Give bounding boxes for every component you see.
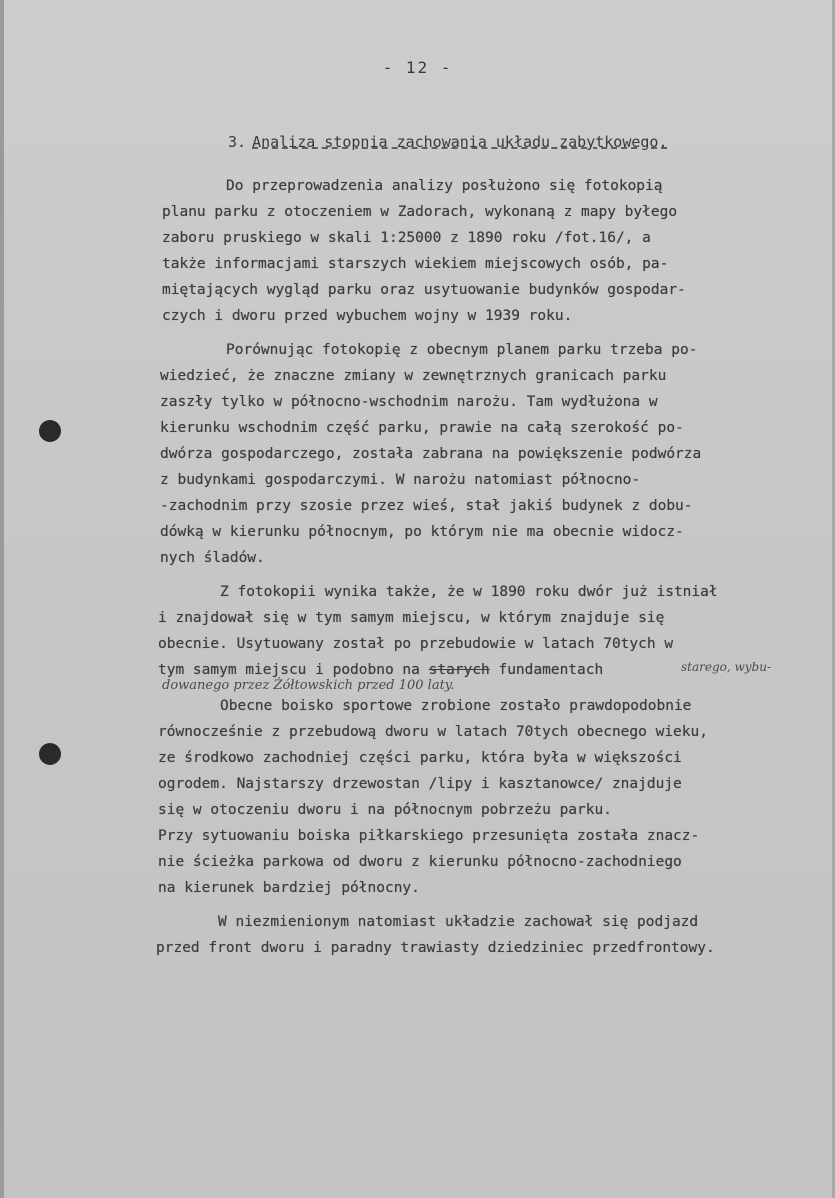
page-number: - 12 -: [382, 58, 453, 77]
handwritten-annotation: dowanego przez Żółtowskich przed 100 laty.: [162, 678, 455, 693]
text-line: kierunku wschodnim część parku, prawie na całą szerokość po-: [160, 420, 684, 436]
text-line: Do przeprowadzenia analizy posłużono się fotokopią: [226, 178, 663, 194]
text-line: wiedzieć, że znaczne zmiany w zewnętrznych granicach parku: [160, 368, 667, 384]
text-line: -zachodnim przy szosie przez wieś, stał jakiś budynek z dobu-: [160, 498, 693, 514]
text-line: Porównując fotokopię z obecnym planem parku trzeba po-: [226, 342, 698, 358]
text-line: Przy sytuowaniu boiska piłkarskiego przesunięta została znacz-: [158, 828, 700, 844]
punch-hole: [39, 420, 61, 442]
section-heading: [228, 133, 667, 151]
scan-edge-left: [0, 0, 4, 1198]
text-line: z budynkami gospodarczymi. W narożu natomiast północno-: [160, 472, 641, 488]
text-line: nie ścieżka parkowa od dworu z kierunku północno-zachodniego: [158, 854, 682, 870]
text-line: planu parku z otoczeniem w Zadorach, wykonaną z mapy byłego: [162, 204, 678, 220]
handwritten-annotation: starego, wybu-: [681, 660, 772, 674]
text-line: ogrodem. Najstarszy drzewostan /lipy i kasztanowce/ znajduje: [158, 776, 682, 792]
section-title: Analiza stopnia zachowania układu zabytkowego.: [252, 133, 668, 151]
text-segment: fundamentach: [489, 662, 604, 678]
text-line: Z fotokopii wynika także, że w 1890 roku dwór już istniał: [220, 584, 718, 600]
text-segment: tym samym miejscu i podobno na: [158, 662, 429, 678]
text-line: zaboru pruskiego w skali 1:25000 z 1890 roku /fot.16/, a: [162, 230, 651, 246]
text-line: nych śladów.: [160, 550, 265, 566]
text-line: na kierunek bardziej północny.: [158, 880, 420, 896]
punch-hole: [39, 743, 61, 765]
text-line: się w otoczeniu dworu i na północnym pobrzeżu parku.: [158, 802, 612, 818]
text-line: dówką w kierunku północnym, po którym nie ma obecnie widocz-: [160, 524, 684, 540]
text-line: i znajdował się w tym samym miejscu, w którym znajduje się: [158, 610, 665, 626]
text-line: [158, 662, 603, 678]
text-line: czych i dworu przed wybuchem wojny w 1939 roku.: [162, 308, 573, 324]
text-line: Obecne boisko sportowe zrobione zostało prawdopodobnie: [220, 698, 692, 714]
text-line: dwórza gospodarczego, została zabrana na powiększenie podwórza: [160, 446, 702, 462]
text-line: W niezmienionym natomiast układzie zachował się podjazd: [218, 914, 699, 930]
text-line: zaszły tylko w północno-wschodnim narożu. Tam wydłużona w: [160, 394, 658, 410]
section-number: 3.: [228, 133, 247, 151]
text-line: przed front dworu i paradny trawiasty dziedziniec przedfrontowy.: [156, 940, 715, 956]
struck-word: starych: [428, 662, 490, 678]
text-line: miętających wygląd parku oraz usytuowanie budynków gospodar-: [162, 282, 686, 298]
text-line: także informacjami starszych wiekiem miejscowych osób, pa-: [162, 256, 669, 272]
text-line: ze środkowo zachodniej części parku, która była w większości: [158, 750, 682, 766]
text-line: obecnie. Usytuowany został po przebudowie w latach 70tych w: [158, 636, 674, 652]
text-line: równocześnie z przebudową dworu w latach 70tych obecnego wieku,: [158, 724, 708, 740]
